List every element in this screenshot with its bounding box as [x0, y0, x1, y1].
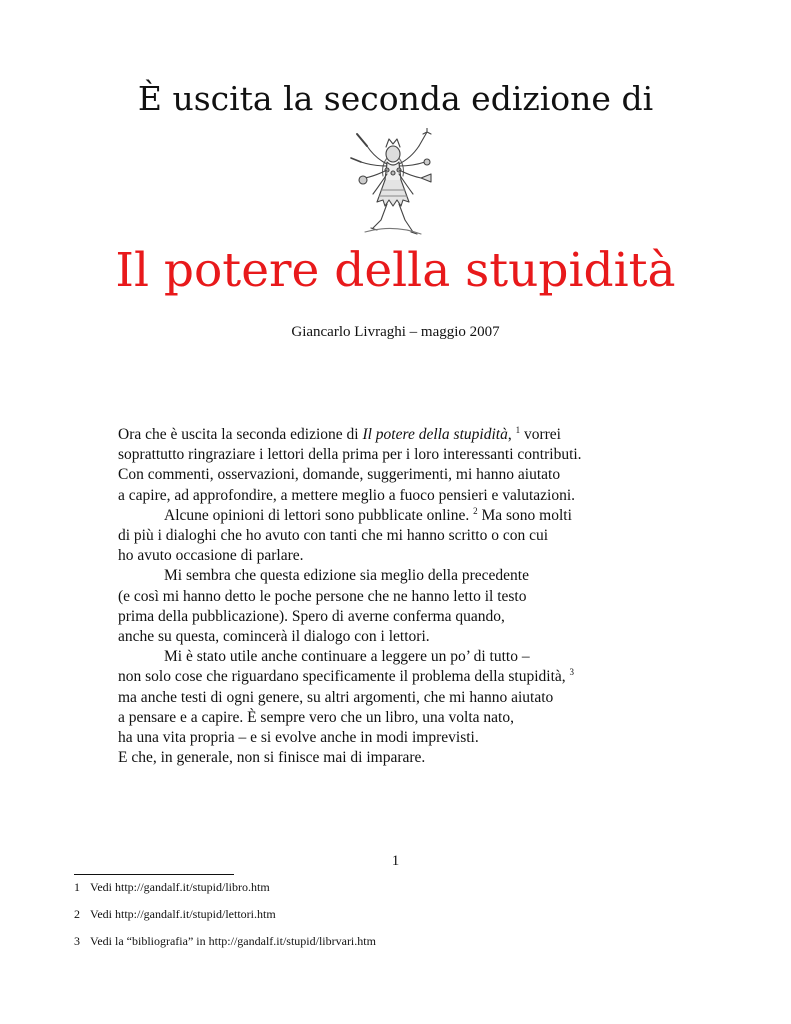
announcement-heading: È uscita la seconda edizione di [137, 79, 654, 118]
paragraph-3-line-1: Mi sembra che questa edizione sia meglio della precedente [164, 567, 529, 585]
footnote-2 [74, 905, 714, 932]
paragraph-1-line-4: a capire, ad approfondire, a mettere meglio a fuoco pensieri e valutazioni. [118, 486, 576, 504]
book-title: Il potere della stupidità [115, 243, 676, 298]
paragraph-4-line-6: E che, in generale, non si finisce mai di imparare. [118, 749, 426, 767]
paragraph-2-line-2: di più i dialoghi che ho avuto con tanti che mi hanno scritto o con cui [118, 527, 549, 545]
footnote-3 [74, 932, 714, 959]
footnote-link-text[interactable]: Vedi http://gandalf.it/stupid/lettori.htm [90, 907, 276, 921]
footnote-ref-2[interactable]: 2 [473, 505, 478, 516]
page-number: 1 [391, 853, 400, 869]
footnote-link-text[interactable]: Vedi http://gandalf.it/stupid/libro.htm [90, 880, 270, 894]
paragraph-4-line-3: ma anche testi di ogni genere, su altri argomenti, che mi hanno aiutato [118, 688, 554, 706]
paragraph-1-line-1: Ora che è uscita la seconda edizione di Il potere della stupidità, $^1$ vorrei [118, 425, 561, 443]
book-title-reference: Il potere della stupidità [362, 426, 508, 443]
paragraph-1-line-3: Con commenti, osservazioni, domande, suggerimenti, mi hanno aiutato [118, 466, 561, 484]
footnote-number: 2 [74, 907, 80, 921]
paragraph-4-line-5: ha una vita propria – e si evolve anche in modi imprevisti. [118, 729, 479, 747]
footnotes [74, 878, 714, 959]
paragraph-3-line-3: prima della pubblicazione). Spero di averne conferma quando, [118, 607, 505, 625]
footnote-link-text[interactable]: Vedi la “bibliografia” in http://gandalf.it/stupid/librvari.htm [90, 934, 376, 948]
paragraph-4-line-2: non solo cose che riguardano specificamente il problema della stupidità, $^3$ [118, 667, 575, 686]
paragraph-4-line-1: Mi è stato utile anche continuare a leggere un po’ di tutto – [164, 648, 530, 666]
paragraph-2-line-3: ho avuto occasione di parlare. [118, 547, 304, 565]
footnote-number: 3 [74, 934, 80, 948]
paragraph-1-line-2: soprattutto ringraziare i lettori della prima per i loro interessanti contributi. [118, 446, 582, 464]
paragraph-2-line-1: Alcune opinioni di lettori sono pubblicate online. $^2$ Ma sono molti [164, 505, 572, 524]
footnote-number: 1 [74, 880, 80, 894]
paragraph-3-line-4: anche su questa, comincerà il dialogo con i lettori. [118, 628, 430, 646]
footnote-1 [74, 878, 714, 905]
author-byline: Giancarlo Livraghi – maggio 2007 [291, 324, 500, 340]
footnote-ref-1[interactable]: 1 [515, 425, 521, 435]
footnote-ref-3[interactable]: 3 [569, 667, 575, 678]
main-text [118, 425, 688, 768]
paragraph-4-line-4: a pensare e a capire. È sempre vero che un libro, una volta nato, [118, 708, 514, 726]
footnote-divider [74, 874, 234, 875]
multi-armed-deity-illustration [343, 128, 443, 238]
paragraph-3-line-2: (e così mi hanno detto le poche persone che ne hanno letto il testo [118, 587, 527, 605]
